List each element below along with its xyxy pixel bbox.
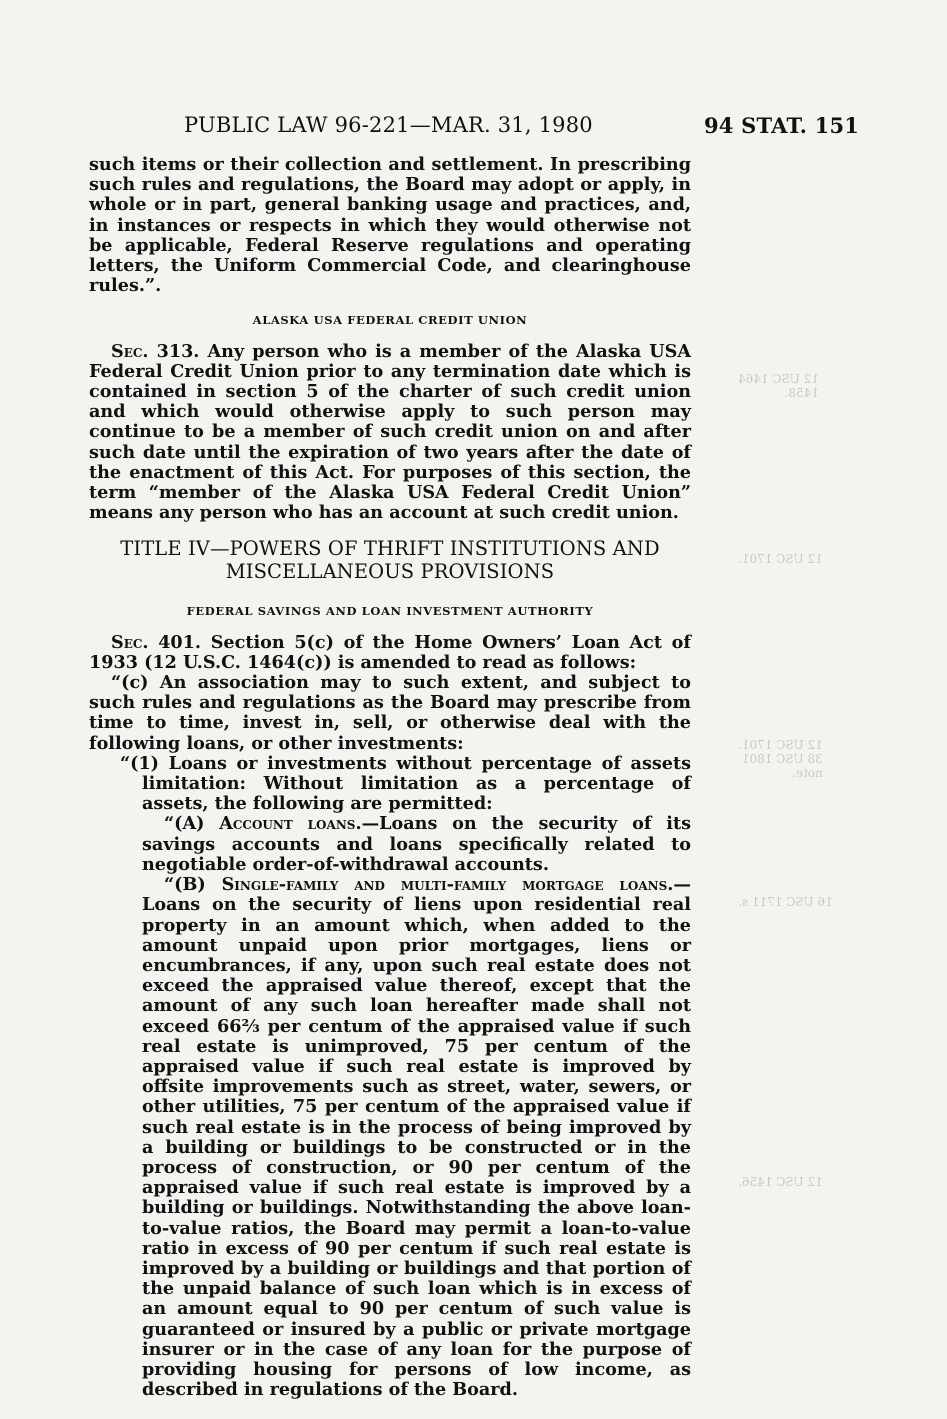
running-head: PUBLIC LAW 96-221—MAR. 31, 1980 [184, 113, 593, 137]
statute-page-number: 94 STAT. 151 [704, 113, 860, 138]
section-subheading: ALASKA USA FEDERAL CREDIT UNION [252, 313, 528, 328]
title-line-2: MISCELLANEOUS PROVISIONS [225, 560, 555, 584]
title-line-1: TITLE IV—POWERS OF THRIFT INSTITUTIONS AND [120, 537, 660, 561]
subparagraph-b-heading: “(B) Single-family and multi-family mortgage loans. [164, 874, 674, 896]
bleed-through-margin-note: 12 USC 1701. 38 USC 1801 note. [738, 738, 823, 780]
page-header [60, 113, 860, 143]
section-subheading: FEDERAL SAVINGS AND LOAN INVESTMENT AUTHORITY [186, 604, 594, 619]
bleed-through-margin-note: 12 USC 1701. [738, 552, 823, 566]
section-401 [89, 633, 691, 673]
bleed-through-margin-note: 16 USC 1711 s. [738, 895, 833, 909]
title-heading [89, 537, 691, 583]
body-text [89, 155, 691, 1400]
section-313-text: 313. Any person who is a member of the Alaska USA Federal Credit Union prior to any termination date which is contained in section 5 of the charter of such credit union and which would otherwise apply to such person may continue to be a member of such credit union on and after such date until the expiration of two years after the date of the enactment of this Act. For purposes of this section, the term “member of the Alaska USA Federal Credit Union” means any person who has an account at such credit union. [89, 340, 691, 524]
paragraph-1: “(1) Loans or investments without percentage of assets limitation: Without limitation as a percentage of assets, the following are permitted: [120, 752, 691, 815]
section-label: Sec. [111, 631, 149, 653]
subparagraph-a-heading: “(A) Account loans. [164, 813, 362, 835]
paragraph-continuation: such items or their collection and settlement. In prescribing such rules and regulations, the Board may adopt or apply, in whole or in part, general banking usage and practices, and, in instances or respects in which they would otherwise not be applicable, Federal Reserve regulations and operating letters, the Uniform Commercial Code, and clearinghouse rules.”. [89, 154, 691, 297]
bleed-through-margin-note: 12 USC 1456. [738, 1175, 823, 1189]
section-401-text: 401. Section 5(c) of the Home Owners’ Loan Act of 1933 (12 U.S.C. 1464(c)) is amended to read as follows: [89, 631, 691, 673]
subparagraph-b-text: —Loans on the security of liens upon residential real property in an amount which, when added to the amount unpaid upon prior mortgages, liens or encumbrances, if any, upon such real estate does not exceed the appraised value thereof, except that the amount of any such loan hereafter made shall not exceed 66⅔ per centum of the appraised value if such real estate is unimproved, 75 per centum of the appraised value if such real estate is improved by offsite improvements such as street, water, sewers, or other utilities, 75 per centum of the appraised value if such real estate is in the process of being improved by a building or buildings to be constructed or in the process of construction, or 90 per centum of the appraised value if such real estate is improved by a building or buildings. Notwithstanding the above loan-to-value ratios, the Board may permit a loan-to-value ratio in excess of 90 per centum if such real estate is improved by a building or buildings and that portion of the unpaid balance of such loan which is in excess of an amount equal to 90 per centum of such value is guaranteed or insured by a public or private mortgage insurer or in the case of any loan for the purpose of providing housing for persons of low income, as described in regulations of the Board. [142, 874, 691, 1401]
subparagraph-a-text: —Loans on the security of its savings accounts and loans specifically related to negotiable order-of-withdrawal accounts. [142, 813, 691, 875]
subsection-c: “(c) An association may to such extent, and subject to such rules and regulations as the Board may prescribe from time to time, invest in, sell, or otherwise deal with the following loans, or other investments: [89, 672, 691, 754]
bleed-through-margin-note: 12 USC 1464 1458. [738, 372, 819, 400]
subparagraph-a [89, 814, 691, 875]
section-label: Sec. [111, 340, 149, 362]
subparagraph-b [89, 875, 691, 1400]
section-313 [89, 342, 691, 524]
